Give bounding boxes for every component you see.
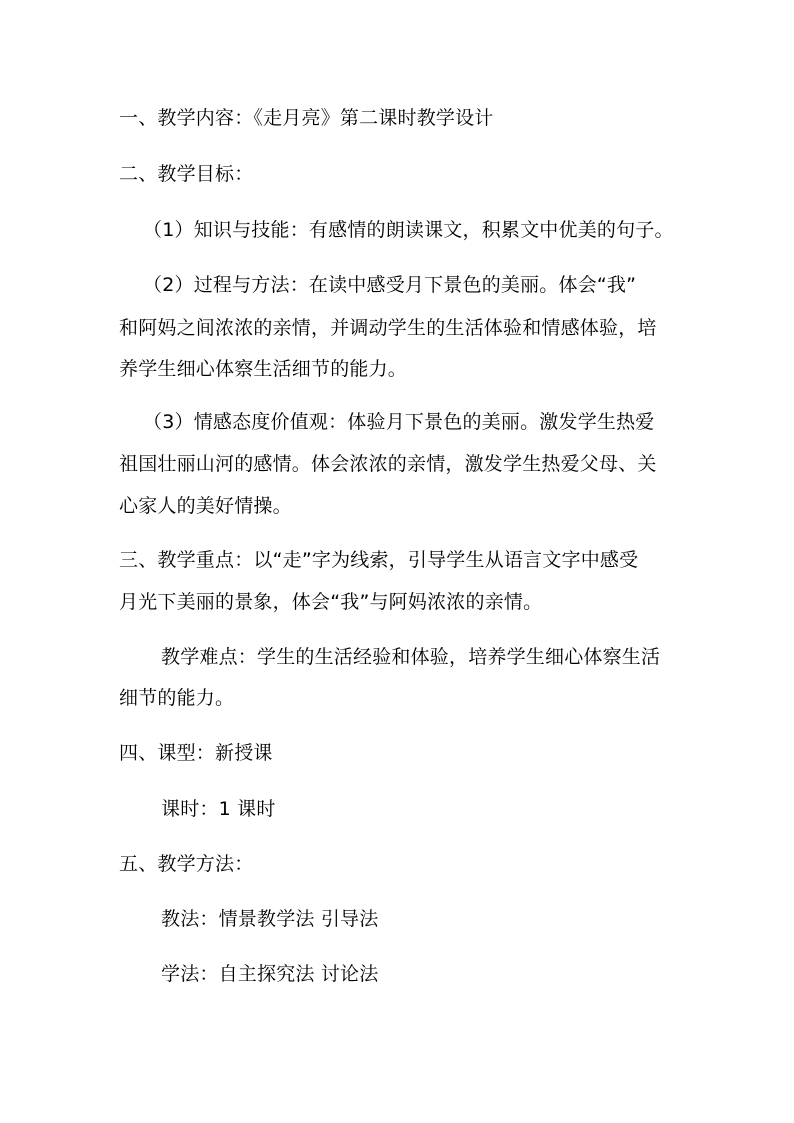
goal-emotion-values-line-1: （3）情感态度价值观：体验月下景色的美丽。激发学生热爱 (143, 411, 655, 433)
class-hours: 课时：1 课时 (161, 798, 276, 820)
goal-knowledge-skills: （1）知识与技能：有感情的朗读课文，积累文中优美的句子。 (143, 219, 674, 241)
section-class-type: 四、课型：新授课 (119, 742, 273, 764)
section-teaching-focus-line-1: 三、教学重点：以“走”字为线索，引导学生从语言文字中感受 (119, 549, 639, 571)
goal-process-method-line-2: 和阿妈之间浓浓的亲情，并调动学生的生活体验和情感体验，培 (119, 317, 657, 339)
section-teaching-methods: 五、教学方法： (119, 853, 254, 875)
section-teaching-focus-line-2: 月光下美丽的景象，体会“我”与阿妈浓浓的亲情。 (119, 591, 543, 613)
teaching-method: 教法：情景教学法 引导法 (161, 908, 379, 930)
section-teaching-goals: 二、教学目标： (119, 163, 254, 185)
learning-method: 学法：自主探究法 讨论法 (161, 963, 379, 985)
goal-emotion-values-line-2: 祖国壮丽山河的感情。体会浓浓的亲情，激发学生热爱父母、关 (119, 453, 657, 475)
goal-emotion-values-line-3: 心家人的美好情操。 (119, 495, 292, 517)
teaching-difficulty-line-1: 教学难点：学生的生活经验和体验，培养学生细心体察生活 (161, 646, 661, 668)
goal-process-method-line-1: （2）过程与方法：在读中感受月下景色的美丽。体会“我” (143, 274, 637, 296)
goal-process-method-line-3: 养学生细心体察生活细节的能力。 (119, 358, 408, 380)
section-teaching-content: 一、教学内容：《走月亮》第二课时教学设计 (119, 107, 494, 129)
teaching-difficulty-line-2: 细节的能力。 (119, 687, 235, 709)
